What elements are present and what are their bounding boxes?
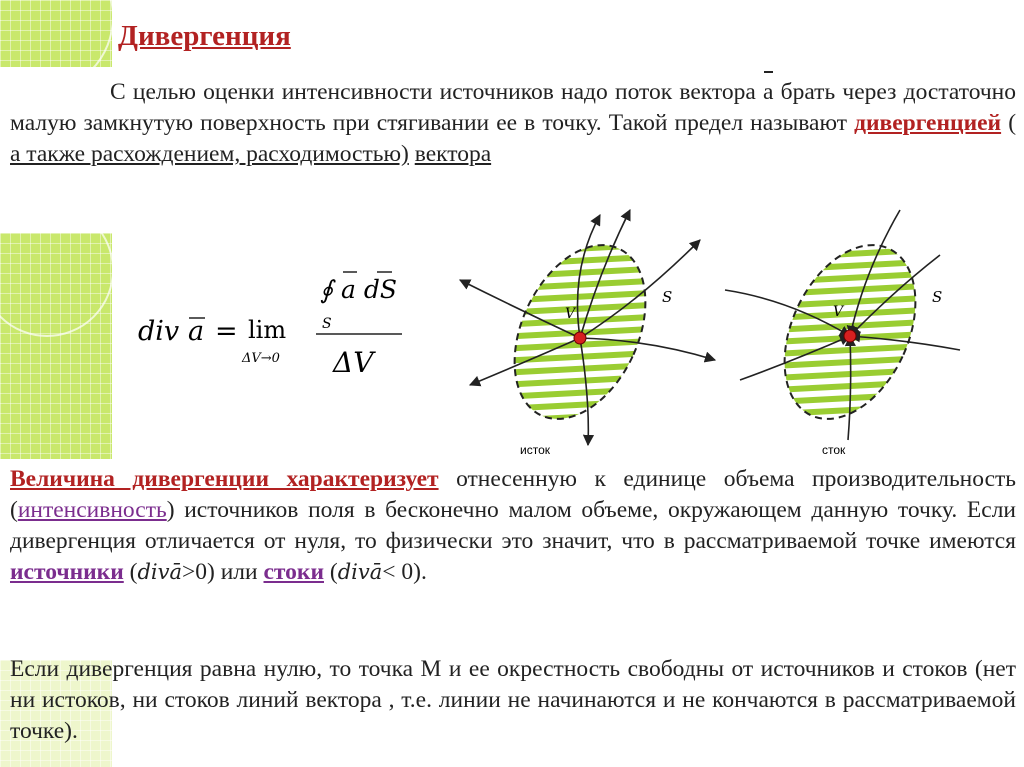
body-paragraph-1 bbox=[10, 464, 1016, 588]
divergence-formula bbox=[130, 250, 430, 390]
sink-point bbox=[844, 330, 856, 342]
volume-label: V bbox=[833, 304, 844, 320]
source-diagram bbox=[460, 210, 715, 457]
sinks-condition-math: divā bbox=[337, 560, 383, 584]
sources-condition-open: ( bbox=[129, 559, 138, 585]
intensity-link[interactable]: интенсивность bbox=[17, 497, 167, 523]
decorative-green-bar-top bbox=[0, 0, 112, 67]
source-caption: исток bbox=[520, 443, 550, 457]
volume-label: V bbox=[565, 306, 576, 322]
divergence-alias: а также расхождением, расходимостью) bbox=[10, 141, 409, 167]
slide-title: Дивергенция bbox=[118, 20, 291, 52]
sources-condition-math: divā bbox=[137, 560, 183, 584]
vector-a-symbol: a bbox=[763, 77, 773, 108]
sinks-condition-close: < 0). bbox=[382, 559, 427, 585]
divergence-term: дивергенцией bbox=[854, 110, 1002, 136]
surface-label: S bbox=[932, 288, 943, 306]
formula-lim: lim bbox=[248, 316, 287, 344]
or-text: или bbox=[220, 559, 258, 585]
sinks-link[interactable]: стоки bbox=[263, 559, 324, 585]
intro-ending: вектора bbox=[414, 141, 492, 167]
sink-caption: сток bbox=[822, 443, 846, 457]
formula-lim-sub: ΔV→0 bbox=[242, 351, 280, 366]
decorative-circle bbox=[0, 203, 114, 337]
body-text1: отнесенную к единице объема производительность ( bbox=[10, 466, 1017, 523]
source-point bbox=[574, 332, 586, 344]
formula-integral-sub: S bbox=[322, 316, 332, 332]
intro-paragraph bbox=[10, 77, 1016, 170]
surface-label: S bbox=[662, 288, 673, 306]
formula-equals: = bbox=[215, 316, 238, 347]
body-lead: Величина дивергенции характеризует bbox=[10, 466, 439, 492]
sources-link[interactable]: источники bbox=[10, 559, 124, 585]
intro-line2: брать через достаточно малую замкнутую поверхность при стягивании ее в точку. Такой предел называют bbox=[10, 79, 1016, 136]
sources-condition-close: >0) bbox=[182, 559, 215, 585]
paren-open: ( bbox=[1008, 110, 1017, 136]
formula-vector-a: a bbox=[188, 316, 205, 347]
body-paragraph-2: Если дивергенция равна нулю, то точка М и ее окрестность свободны от источников и стоков (нет ни истоков, ни стоков линий вектора , т.е. линии не начинаются и не кончаются в рассматриваемой точке). bbox=[10, 656, 1016, 744]
decorative-green-bar-middle bbox=[0, 233, 112, 459]
sinks-condition-open: ( bbox=[329, 559, 338, 585]
formula-denominator: ΔV bbox=[333, 346, 374, 379]
body-text2: ) источников поля в бесконечно малом объеме, окружающем данную точку. Если дивергенция отличается от нуля, то физически это значит, что в рассматриваемой точке имеются bbox=[10, 497, 1016, 554]
formula-div: div bbox=[138, 316, 180, 347]
intro-line1: С целью оценки интенсивности источников надо поток вектора bbox=[110, 79, 756, 105]
source-sink-figure bbox=[440, 200, 980, 462]
sink-diagram bbox=[725, 210, 960, 457]
formula-numerator: ∮ a dS bbox=[320, 275, 397, 304]
